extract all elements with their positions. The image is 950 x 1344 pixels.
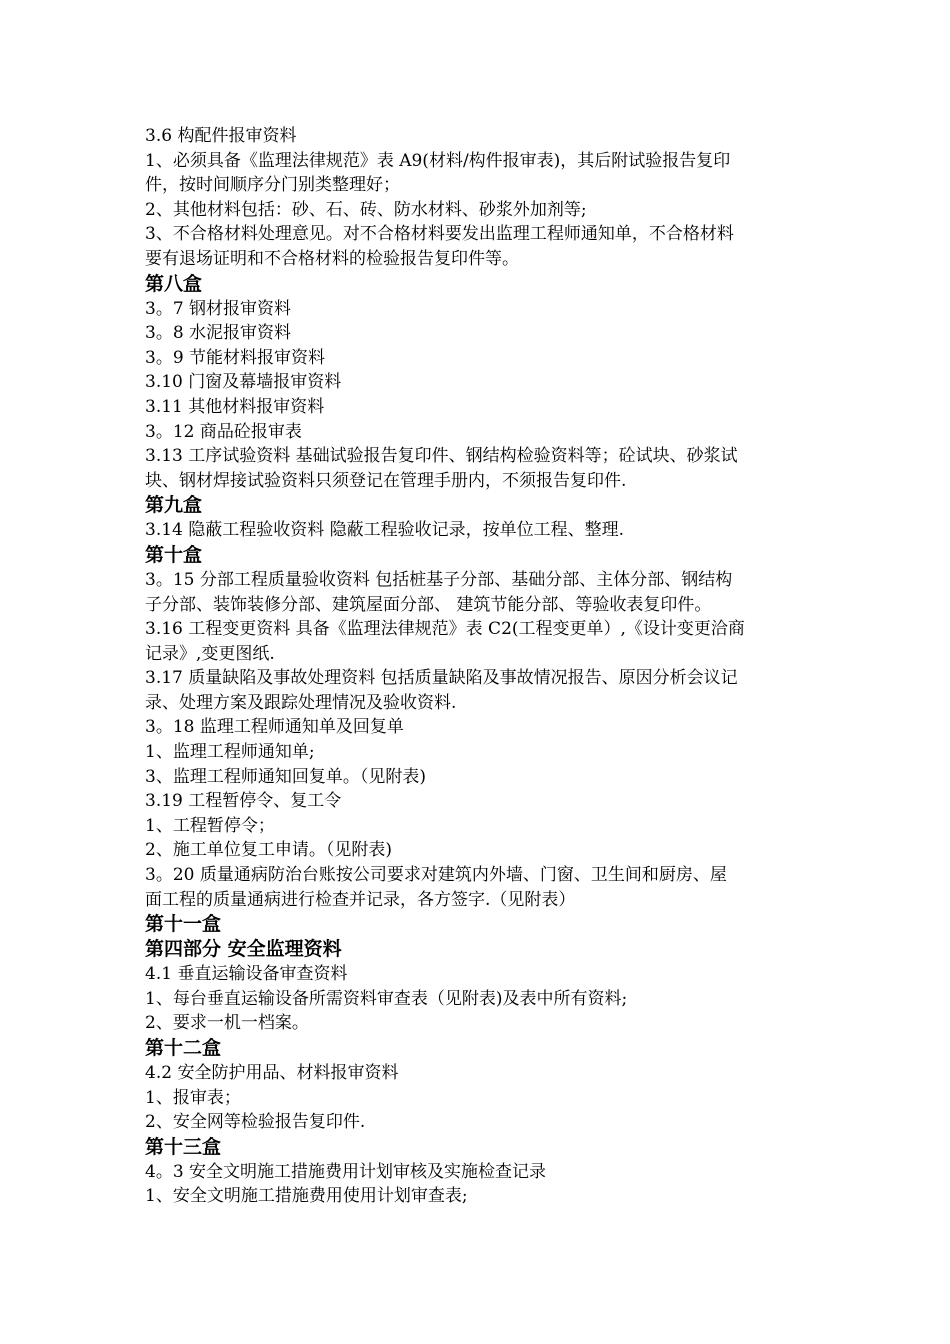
paragraph-line: 3.17 质量缺陷及事故处理资料 包括质量缺陷及事故情况报告、原因分析会议记 [145,668,738,689]
section-title: 3.11 其他材料报审资料 [145,396,325,417]
paragraph-line: 3。15 分部工程质量验收资料 包括桩基子分部、基础分部、主体分部、钢结构 [145,569,733,590]
paragraph-line: 3.14 隐蔽工程验收资料 隐蔽工程验收记录，按单位工程、整理. [145,520,625,541]
paragraph-line: 1、必须具备《监理法律规范》表 A9(材料/构件报审表)，其后附试验报告复印 [145,150,731,171]
list-item: 1、工程暂停令； [145,815,275,836]
section-title: 3。7 钢材报审资料 [145,298,292,319]
list-item: 2、施工单位复工申请。（见附表) [145,840,392,861]
paragraph-line: 2、其他材料包括：砂、石、砖、防水材料、砂浆外加剂等; [145,199,587,220]
section-title: 3。8 水泥报审资料 [145,323,292,344]
section-title: 4。3 安全文明施工措施费用计划审核及实施检查记录 [145,1161,547,1182]
paragraph-line: 3.13 工序试验资料 基础试验报告复印件、钢结构检验资料等；砼试块、砂浆试 [145,446,738,467]
paragraph-line: 录、处理方案及跟踪处理情况及验收资料. [145,692,457,713]
paragraph-line: 3.16 工程变更资料 具备《监理法律规范》表 C2(工程变更单）,《设计变更洽商 [145,619,745,640]
section-title: 3.6 构配件报审资料 [145,126,297,146]
section-title: 3.10 门窗及幕墙报审资料 [145,372,342,393]
list-item: 1、监理工程师通知单; [145,742,315,763]
section-title: 3。12 商品砼报审表 [145,421,302,442]
paragraph-line: 记录》,变更图纸. [145,643,275,664]
box-heading: 第八盒 [145,272,203,295]
part-heading: 第四部分 安全监理资料 [145,938,342,961]
list-item: 1、安全文明施工措施费用使用计划审查表; [145,1186,468,1207]
box-heading: 第十一盒 [145,913,222,936]
list-item: 1、每台垂直运输设备所需资料审查表（见附表)及表中所有资料; [145,988,628,1009]
paragraph-line: 面工程的质量通病进行检查并记录，各方签字.（见附表） [145,889,576,910]
paragraph-line: 3、不合格材料处理意见。对不合格材料要发出监理工程师通知单，不合格材料 [145,224,734,245]
list-item: 3、监理工程师通知回复单。（见附表) [145,766,426,787]
section-title: 3。9 节能材料报审资料 [145,347,326,368]
list-item: 1、报审表； [145,1087,241,1108]
list-item: 2、安全网等检验报告复印件. [145,1112,366,1133]
paragraph-line: 要有退场证明和不合格材料的检验报告复印件等。 [145,248,519,269]
box-heading: 第十三盒 [145,1135,222,1158]
section-title: 3。18 监理工程师通知单及回复单 [145,717,404,738]
paragraph-line: 3。20 质量通病防治台账按公司要求对建筑内外墙、门窗、卫生间和厨房、屋 [145,865,727,886]
paragraph-line: 子分部、装饰装修分部、建筑屋面分部、 建筑节能分部、等验收表复印件。 [145,594,712,615]
paragraph-line: 块、钢材焊接试验资料只须登记在管理手册内，不须报告复印件. [145,470,627,491]
section-title: 3.19 工程暂停令、复工令 [145,791,342,812]
box-heading: 第十二盒 [145,1037,222,1059]
section-title: 4.1 垂直运输设备审查资料 [145,964,348,985]
document-page [145,124,813,1209]
list-item: 2、要求一机一档案。 [145,1013,309,1034]
paragraph-line: 件，按时间顺序分门别类整理好； [145,175,400,196]
box-heading: 第十盒 [145,543,203,566]
section-title: 4.2 安全防护用品、材料报审资料 [145,1063,399,1083]
box-heading: 第九盒 [145,494,203,517]
